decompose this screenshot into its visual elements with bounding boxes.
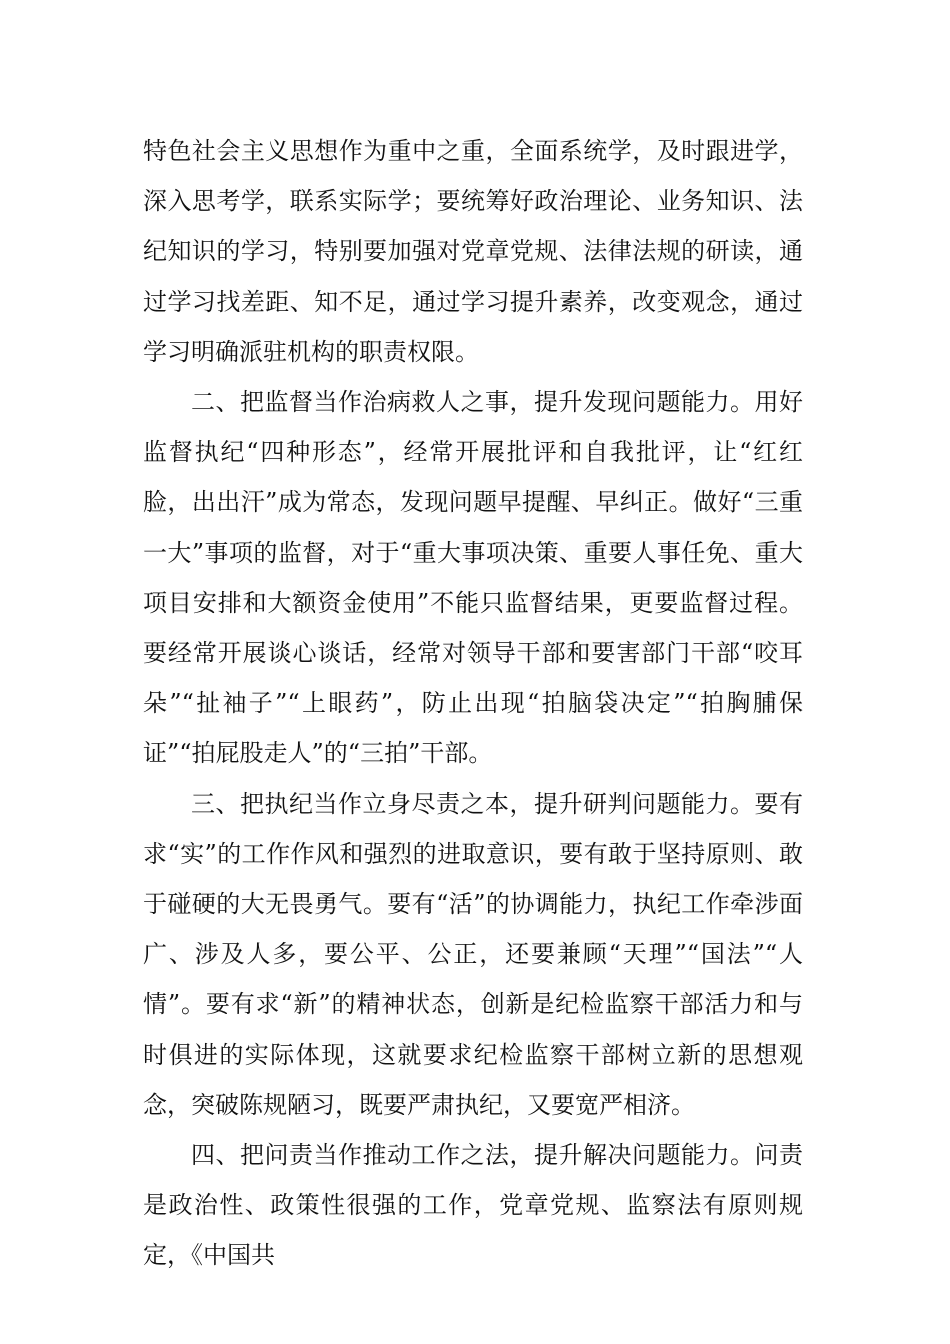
document-body	[143, 126, 803, 1281]
paragraph-2: 二、把监督当作治病救人之事，提升发现问题能力。用好监督执纪“四种形态”，经常开展批评和自我批评，让“红红脸，出出汗”成为常态，发现问题早提醒、早纠正。做好“三重一大”事项的监督，对于“重大事项决策、重要人事任免、重大项目安排和大额资金使用”不能只监督结果，更要监督过程。要经常开展谈心谈话，经常对领导干部和要害部门干部“咬耳朵”“扯袖子”“上眼药”，防止出现“拍脑袋决定”“拍胸脯保证”“拍屁股走人”的“三拍”干部。	[143, 388, 803, 768]
paragraph-1: 特色社会主义思想作为重中之重，全面系统学，及时跟进学，深入思考学，联系实际学；要统筹好政治理论、业务知识、法纪知识的学习，特别要加强对党章党规、法律法规的研读，通过学习找差距、知不足，通过学习提升素养，改变观念，通过学习明确派驻机构的职责权限。	[143, 137, 803, 366]
paragraph-3: 三、把执纪当作立身尽责之本，提升研判问题能力。要有求“实”的工作作风和强烈的进取意识，要有敢于坚持原则、敢于碰硬的大无畏勇气。要有“活”的协调能力，执纪工作牵涉面广、涉及人多，要公平、公正，还要兼顾“天理”“国法”“人情”。要有求“新”的精神状态，创新是纪检监察干部活力和与时俱进的实际体现，这就要求纪检监察干部树立新的思想观念，突破陈规陋习，既要严肃执纪，又要宽严相济。	[143, 789, 803, 1119]
paragraph-4: 四、把问责当作推动工作之法，提升解决问题能力。问责是政治性、政策性很强的工作，党章党规、监察法有原则规定，《中国共	[143, 1141, 803, 1270]
